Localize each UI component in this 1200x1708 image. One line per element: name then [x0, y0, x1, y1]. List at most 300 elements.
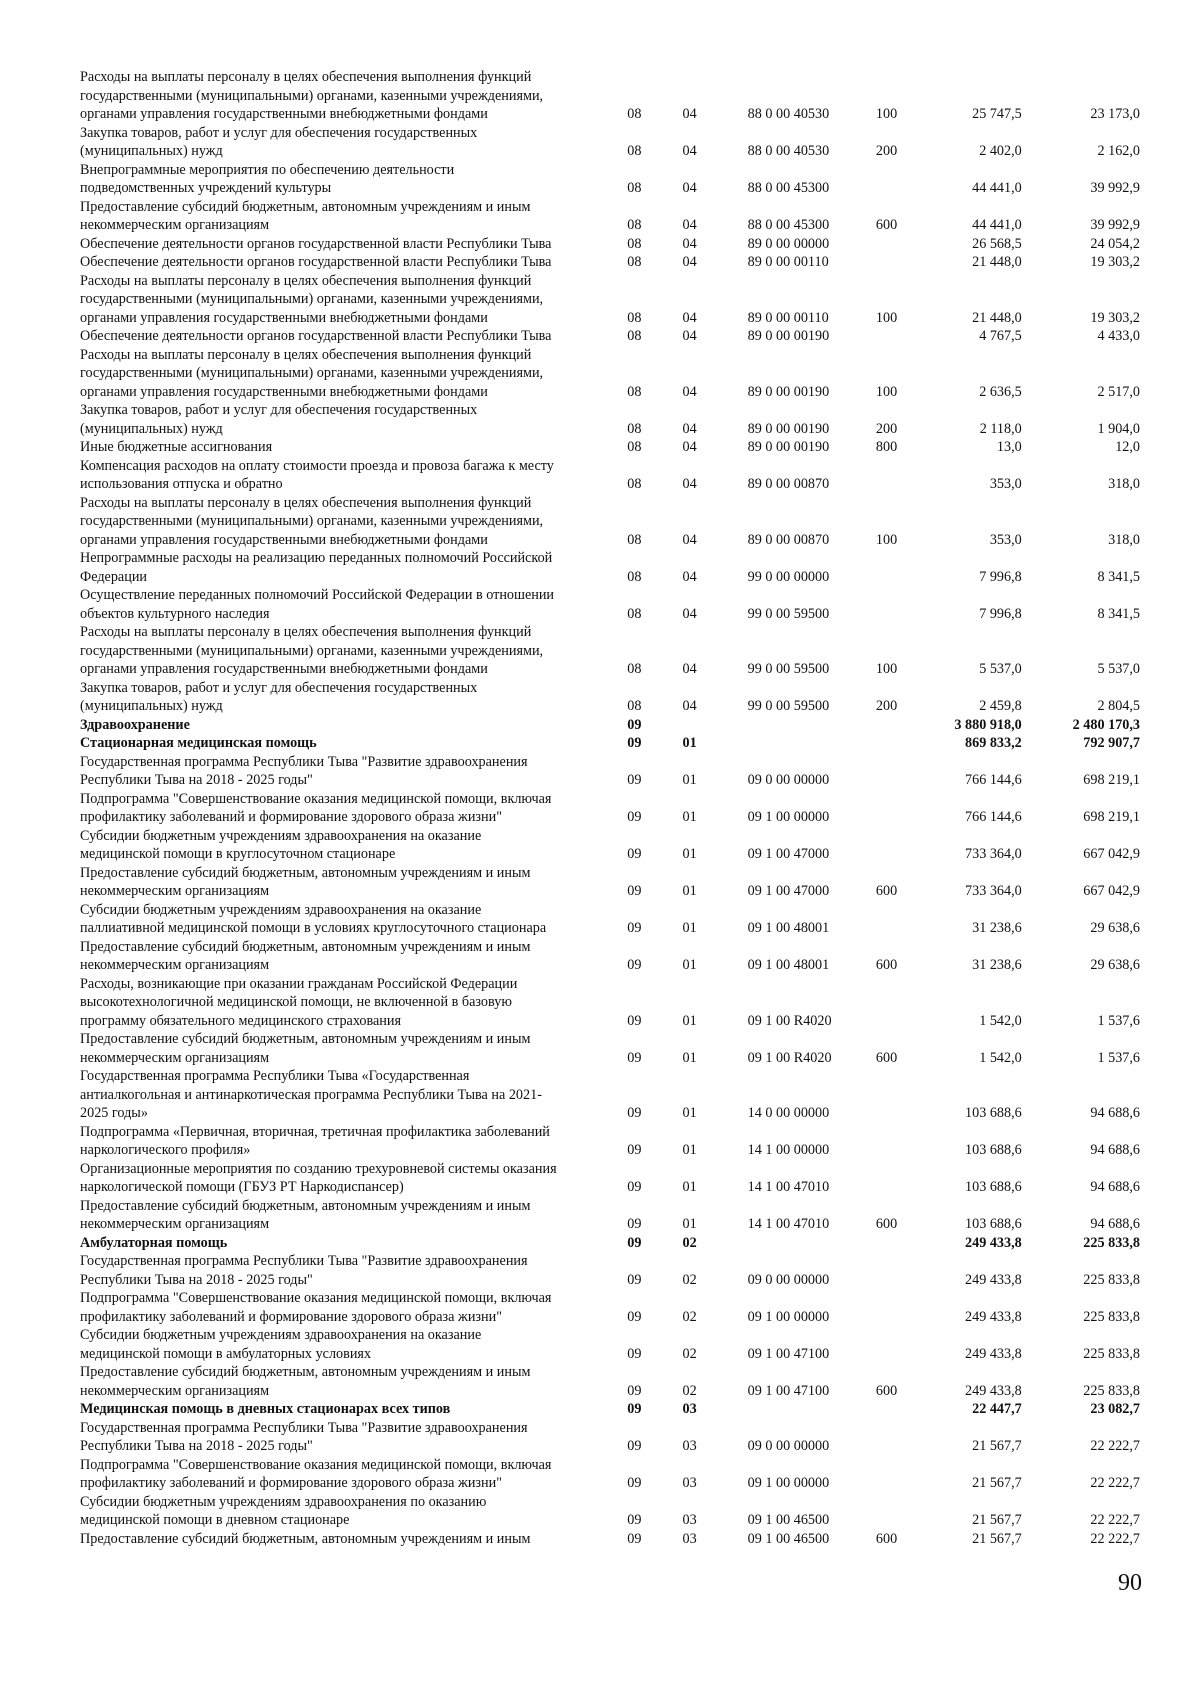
expense-type-code: 200	[875, 420, 898, 437]
row-name-line: объектов культурного наследия	[80, 605, 270, 622]
table-row	[80, 235, 1140, 254]
amount-year-1: 21 567,7	[972, 1438, 1022, 1454]
table-row	[80, 1030, 1140, 1067]
row-name-line: высокотехнологичной медицинской помощи, не включенной в базовую	[80, 994, 512, 1010]
section-code: 09	[627, 957, 642, 973]
row-name	[80, 1123, 617, 1160]
subsection-code: 04	[682, 235, 697, 252]
subsection-code: 04	[682, 309, 697, 326]
row-name-line: некоммерческим организациям	[80, 957, 270, 973]
subsection-code: 01	[682, 883, 697, 899]
target-article-code: 89 0 00 00190	[747, 420, 830, 437]
target-article-code: 14 0 00 00000	[747, 1105, 830, 1121]
amount-year-1: 2 402,0	[979, 143, 1022, 159]
section-code: 09	[627, 1012, 642, 1029]
target-article-code: 09 1 00 00000	[747, 1475, 830, 1491]
amount-year-1: 4 767,5	[979, 328, 1022, 344]
table-row	[80, 1067, 1140, 1123]
row-name-line: Осуществление переданных полномочий Российской Федерации в отношении	[80, 587, 555, 603]
target-article-code: 89 0 00 00110	[747, 254, 829, 270]
row-name-line: (муниципальных) нужд	[80, 420, 223, 437]
amount-year-2: 2 517,0	[1097, 383, 1141, 400]
section-code: 09	[627, 1438, 642, 1454]
row-name-line: (муниципальных) нужд	[80, 143, 223, 159]
expense-type-code: 100	[875, 383, 898, 400]
amount-year-2: 12,0	[1115, 439, 1141, 455]
table-row	[80, 438, 1140, 457]
row-name-line: Предоставление субсидий бюджетным, автономным учреждениям и иным	[80, 1197, 531, 1214]
amount-year-1: 5 537,0	[979, 661, 1022, 677]
amount-year-2: 39 992,9	[1090, 180, 1141, 196]
target-article-code: 88 0 00 45300	[747, 217, 830, 233]
expense-type-code: 200	[875, 143, 898, 159]
section-code: 08	[627, 568, 642, 585]
section-code: 09	[627, 1475, 642, 1491]
table-row	[80, 1530, 1140, 1549]
row-name-line: Подпрограмма «Первичная, вторичная, третичная профилактика заболеваний	[80, 1123, 550, 1140]
budget-table	[80, 68, 1140, 1548]
amount-year-1: 1 542,0	[979, 1049, 1022, 1066]
amount-year-1: 3 880 918,0	[954, 716, 1022, 733]
row-name-line: органами управления государственными внебюджетными фондами	[80, 383, 488, 400]
amount-year-1: 21 567,7	[972, 1512, 1022, 1528]
amount-year-2: 1 537,6	[1097, 1012, 1141, 1029]
target-article-code: 09 1 00 47100	[747, 1345, 830, 1362]
target-article-code: 89 0 00 00000	[747, 235, 830, 252]
target-article-code: 14 1 00 00000	[747, 1142, 830, 1158]
target-article-code: 09 1 00 R4020	[747, 1012, 832, 1029]
target-article-code: 09 1 00 00000	[747, 1308, 830, 1325]
row-name-line: государственными (муниципальными) органами, казенными учреждениями,	[80, 87, 544, 104]
row-name	[80, 161, 617, 198]
row-name	[80, 438, 617, 457]
amount-year-2: 23 082,7	[1090, 1401, 1141, 1417]
page-number: 90	[1118, 1570, 1142, 1596]
row-name-line: подведомственных учреждений культуры	[80, 180, 332, 196]
row-name-line: Государственная программа Республики Тыва "Развитие здравоохранения	[80, 753, 528, 770]
row-name	[80, 716, 617, 735]
subsection-code: 02	[682, 1271, 697, 1288]
subsection-code: 03	[682, 1530, 697, 1547]
target-article-code: 89 0 00 00110	[747, 309, 829, 326]
row-name-line: медицинской помощи в дневном стационаре	[80, 1512, 350, 1528]
subsection-code: 04	[682, 143, 697, 159]
row-name	[80, 1030, 617, 1067]
row-name-line: органами управления государственными внебюджетными фондами	[80, 661, 488, 677]
amount-year-2: 1 904,0	[1097, 420, 1141, 437]
amount-year-1: 13,0	[996, 439, 1022, 455]
table-row	[80, 1123, 1140, 1160]
row-name-line: Субсидии бюджетным учреждениям здравоохранения на оказание	[80, 901, 482, 918]
row-name	[80, 1363, 617, 1400]
table-row	[80, 938, 1140, 975]
section-code: 08	[627, 439, 642, 455]
row-name-line: Подпрограмма "Совершенствование оказания медицинской помощи, включая	[80, 1456, 552, 1473]
section-code: 09	[627, 772, 642, 788]
row-name-line: некоммерческим организациям	[80, 1216, 270, 1232]
expense-type-code: 600	[875, 1216, 898, 1232]
amount-year-2: 698 219,1	[1083, 809, 1141, 825]
table-row	[80, 253, 1140, 272]
section-code: 08	[627, 309, 642, 326]
section-code: 08	[627, 235, 642, 252]
subsection-code: 01	[682, 1012, 697, 1029]
row-name-line: Государственная программа Республики Тыва "Развитие здравоохранения	[80, 1253, 528, 1269]
row-name	[80, 1252, 617, 1289]
row-name-line: Субсидии бюджетным учреждениям здравоохранения по оказанию	[80, 1493, 487, 1510]
amount-year-2: 94 688,6	[1090, 1216, 1141, 1232]
amount-year-1: 44 441,0	[972, 217, 1022, 233]
section-code: 09	[627, 1382, 642, 1399]
subsection-code: 04	[682, 568, 697, 585]
target-article-code: 09 1 00 47000	[747, 846, 830, 862]
row-name	[80, 938, 617, 975]
table-row	[80, 494, 1140, 550]
subsection-code: 01	[682, 920, 697, 936]
expense-type-code: 800	[875, 439, 898, 455]
table-row	[80, 346, 1140, 402]
amount-year-1: 249 433,8	[965, 1345, 1022, 1362]
amount-year-2: 5 537,0	[1097, 661, 1141, 677]
amount-year-2: 19 303,2	[1090, 309, 1141, 326]
section-code: 08	[627, 328, 642, 344]
subsection-code: 02	[682, 1234, 697, 1251]
table-row	[80, 1197, 1140, 1234]
subsection-code: 01	[682, 809, 697, 825]
row-name-line: Расходы на выплаты персоналу в целях обеспечения выполнения функций	[80, 272, 532, 289]
amount-year-2: 29 638,6	[1090, 957, 1141, 973]
row-name-line: Медицинская помощь в дневных стационарах всех типов	[80, 1401, 451, 1417]
amount-year-1: 21 567,7	[972, 1475, 1022, 1491]
subsection-code: 01	[682, 1179, 697, 1195]
section-code: 08	[627, 605, 642, 622]
table-row	[80, 161, 1140, 198]
target-article-code: 09 0 00 00000	[747, 1438, 830, 1454]
row-name-line: некоммерческим организациям	[80, 883, 270, 899]
expense-type-code: 100	[875, 309, 898, 326]
subsection-code: 04	[682, 383, 697, 400]
section-code: 08	[627, 143, 642, 159]
section-code: 09	[627, 1105, 642, 1121]
row-name-line: Субсидии бюджетным учреждениям здравоохранения на оказание	[80, 1327, 482, 1343]
table-row	[80, 272, 1140, 328]
row-name	[80, 753, 617, 790]
row-name-line: Подпрограмма "Совершенствование оказания медицинской помощи, включая	[80, 1290, 552, 1306]
row-name	[80, 1160, 617, 1197]
expense-type-code: 600	[875, 1382, 898, 1399]
amount-year-1: 733 364,0	[965, 846, 1022, 862]
subsection-code: 01	[682, 846, 697, 862]
section-code: 09	[627, 1401, 642, 1417]
table-row	[80, 457, 1140, 494]
subsection-code: 01	[682, 957, 697, 973]
row-name-line: Федерации	[80, 568, 148, 585]
subsection-code: 04	[682, 476, 697, 492]
row-name-line: органами управления государственными внебюджетными фондами	[80, 106, 488, 122]
row-name	[80, 1197, 617, 1234]
section-code: 09	[627, 1049, 642, 1066]
row-name-line: Стационарная медицинская помощь	[80, 735, 317, 751]
target-article-code: 09 1 00 48001	[747, 920, 830, 936]
section-code: 08	[627, 217, 642, 233]
section-code: 09	[627, 1530, 642, 1547]
section-code: 08	[627, 420, 642, 437]
table-row	[80, 901, 1140, 938]
row-name-line: Иные бюджетные ассигнования	[80, 439, 273, 455]
amount-year-2: 225 833,8	[1083, 1382, 1141, 1399]
row-name-line: Организационные мероприятия по созданию трехуровневой системы оказания	[80, 1160, 557, 1177]
section-code: 09	[627, 920, 642, 936]
amount-year-1: 21 567,7	[972, 1530, 1022, 1547]
amount-year-1: 2 459,8	[979, 698, 1022, 714]
row-name-line: Расходы на выплаты персоналу в целях обеспечения выполнения функций	[80, 69, 532, 85]
table-row	[80, 68, 1140, 124]
target-article-code: 09 1 00 48001	[747, 957, 830, 973]
target-article-code: 99 0 00 59500	[747, 661, 830, 677]
section-code: 09	[627, 809, 642, 825]
amount-year-2: 318,0	[1108, 531, 1141, 548]
row-name-line: использования отпуска и обратно	[80, 476, 283, 492]
subsection-code: 04	[682, 420, 697, 437]
row-name	[80, 623, 617, 679]
section-code: 09	[627, 735, 642, 751]
subsection-code: 04	[682, 661, 697, 677]
subsection-code: 01	[682, 735, 697, 751]
row-name-line: Республики Тыва на 2018 - 2025 годы"	[80, 772, 313, 788]
row-name	[80, 864, 617, 901]
amount-year-1: 21 448,0	[972, 254, 1022, 270]
target-article-code: 09 1 00 46500	[747, 1512, 830, 1528]
row-name	[80, 1419, 617, 1456]
row-name	[80, 586, 617, 623]
amount-year-1: 103 688,6	[965, 1179, 1022, 1195]
section-row	[80, 1234, 1140, 1253]
row-name-line: профилактику заболеваний и формирование здорового образа жизни"	[80, 1308, 502, 1325]
row-name	[80, 235, 617, 254]
row-name-line: государственными (муниципальными) органами, казенными учреждениями,	[80, 365, 544, 381]
amount-year-1: 249 433,8	[965, 1382, 1022, 1399]
section-code: 08	[627, 476, 642, 492]
subsection-code: 04	[682, 698, 697, 714]
amount-year-2: 2 162,0	[1097, 143, 1141, 159]
row-name	[80, 198, 617, 235]
table-row	[80, 1252, 1140, 1289]
row-name	[80, 790, 617, 827]
row-name-line: государственными (муниципальными) органами, казенными учреждениями,	[80, 642, 544, 659]
amount-year-2: 22 222,7	[1090, 1512, 1141, 1528]
row-name	[80, 68, 617, 124]
amount-year-2: 24 054,2	[1090, 235, 1141, 252]
target-article-code: 09 1 00 47100	[747, 1382, 830, 1399]
section-row	[80, 1400, 1140, 1419]
amount-year-1: 733 364,0	[965, 883, 1022, 899]
table-row	[80, 975, 1140, 1031]
section-code: 08	[627, 254, 642, 270]
amount-year-2: 22 222,7	[1090, 1438, 1141, 1454]
amount-year-2: 22 222,7	[1090, 1475, 1141, 1491]
amount-year-1: 766 144,6	[965, 772, 1022, 788]
amount-year-2: 23 173,0	[1090, 106, 1141, 122]
row-name-line: государственными (муниципальными) органами, казенными учреждениями,	[80, 513, 544, 529]
target-article-code: 14 1 00 47010	[747, 1216, 830, 1232]
row-name-line: профилактику заболеваний и формирование здорового образа жизни"	[80, 1475, 502, 1491]
expense-type-code: 600	[875, 217, 898, 233]
amount-year-2: 792 907,7	[1083, 735, 1141, 751]
amount-year-2: 2 804,5	[1097, 698, 1141, 714]
section-code: 08	[627, 531, 642, 548]
amount-year-1: 103 688,6	[965, 1216, 1022, 1232]
amount-year-2: 22 222,7	[1090, 1530, 1141, 1547]
expense-type-code: 600	[875, 1049, 898, 1066]
row-name	[80, 124, 617, 161]
row-name-line: Предоставление субсидий бюджетным, автономным учреждениям и иным	[80, 1364, 531, 1380]
subsection-code: 04	[682, 180, 697, 196]
row-name	[80, 901, 617, 938]
section-code: 08	[627, 661, 642, 677]
row-name	[80, 272, 617, 328]
target-article-code: 09 0 00 00000	[747, 772, 830, 788]
row-name-line: (муниципальных) нужд	[80, 698, 223, 714]
subsection-code: 01	[682, 1105, 697, 1121]
table-row	[80, 1289, 1140, 1326]
row-name-line: государственными (муниципальными) органами, казенными учреждениями,	[80, 291, 544, 307]
amount-year-1: 103 688,6	[965, 1142, 1022, 1158]
amount-year-1: 26 568,5	[972, 235, 1022, 252]
expense-type-code: 100	[875, 106, 898, 122]
section-code: 09	[627, 1345, 642, 1362]
section-code: 09	[627, 883, 642, 899]
table-row	[80, 753, 1140, 790]
expense-type-code: 600	[875, 957, 898, 973]
amount-year-2: 225 833,8	[1083, 1345, 1141, 1362]
amount-year-2: 225 833,8	[1083, 1271, 1141, 1288]
amount-year-2: 94 688,6	[1090, 1179, 1141, 1195]
amount-year-2: 318,0	[1108, 476, 1141, 492]
amount-year-1: 31 238,6	[972, 920, 1022, 936]
section-code: 09	[627, 1234, 642, 1251]
subsection-code: 04	[682, 605, 697, 622]
section-code: 09	[627, 1142, 642, 1158]
target-article-code: 88 0 00 45300	[747, 180, 830, 196]
row-name-line: Здравоохранение	[80, 716, 190, 733]
row-name	[80, 494, 617, 550]
section-row	[80, 716, 1140, 735]
row-name-line: наркологической помощи (ГБУЗ РТ Наркодиспансер)	[80, 1179, 404, 1195]
target-article-code: 89 0 00 00870	[747, 531, 830, 548]
row-name-line: профилактику заболеваний и формирование здорового образа жизни"	[80, 809, 502, 825]
row-name	[80, 549, 617, 586]
table-row	[80, 827, 1140, 864]
section-code: 08	[627, 698, 642, 714]
subsection-code: 01	[682, 1142, 697, 1158]
row-name	[80, 679, 617, 716]
section-code: 08	[627, 106, 642, 122]
amount-year-1: 103 688,6	[965, 1105, 1022, 1121]
row-name-line: Обеспечение деятельности органов государственной власти Республики Тыва	[80, 254, 552, 270]
row-name-line: органами управления государственными внебюджетными фондами	[80, 531, 488, 548]
subsection-code: 01	[682, 1049, 697, 1066]
row-name	[80, 827, 617, 864]
amount-year-2: 29 638,6	[1090, 920, 1141, 936]
target-article-code: 09 1 00 00000	[747, 809, 830, 825]
section-code: 09	[627, 1179, 642, 1195]
target-article-code: 99 0 00 59500	[747, 698, 830, 714]
amount-year-2: 225 833,8	[1083, 1308, 1141, 1325]
expense-type-code: 600	[875, 1530, 898, 1547]
amount-year-1: 7 996,8	[979, 568, 1022, 585]
row-name-line: Предоставление субсидий бюджетным, автономным учреждениям и иным	[80, 198, 531, 215]
section-code: 09	[627, 1512, 642, 1528]
table-row	[80, 124, 1140, 161]
row-name	[80, 1289, 617, 1326]
table-row	[80, 586, 1140, 623]
row-name-line: Амбулаторная помощь	[80, 1234, 228, 1251]
subsection-code: 03	[682, 1512, 697, 1528]
row-name-line: органами управления государственными внебюджетными фондами	[80, 309, 488, 326]
row-name	[80, 253, 617, 272]
row-name-line: некоммерческим организациям	[80, 1382, 270, 1399]
row-name-line: антиалкогольная и антинаркотическая программа Республики Тыва на 2021-	[80, 1086, 542, 1103]
section-code: 08	[627, 180, 642, 196]
amount-year-2: 2 480 170,3	[1072, 716, 1141, 733]
expense-type-code: 200	[875, 698, 898, 714]
table-row	[80, 549, 1140, 586]
table-row	[80, 401, 1140, 438]
target-article-code: 09 1 00 47000	[747, 883, 830, 899]
amount-year-1: 249 433,8	[965, 1308, 1022, 1325]
amount-year-2: 94 688,6	[1090, 1142, 1141, 1158]
subsection-code: 04	[682, 106, 697, 122]
target-article-code: 09 1 00 R4020	[747, 1049, 832, 1066]
amount-year-2: 39 992,9	[1090, 217, 1141, 233]
row-name-line: Расходы, возникающие при оказании гражданам Российской Федерации	[80, 975, 518, 992]
target-article-code: 99 0 00 59500	[747, 605, 830, 622]
row-name-line: Предоставление субсидий бюджетным, автономным учреждениям и иным	[80, 864, 531, 881]
target-article-code: 89 0 00 00190	[747, 383, 830, 400]
target-article-code: 89 0 00 00190	[747, 328, 830, 344]
expense-type-code: 600	[875, 883, 898, 899]
table-row	[80, 1419, 1140, 1456]
table-row	[80, 790, 1140, 827]
subsection-code: 04	[682, 217, 697, 233]
row-name	[80, 1530, 617, 1549]
row-name	[80, 1067, 617, 1123]
row-name-line: медицинской помощи в круглосуточном стационаре	[80, 846, 396, 862]
table-row	[80, 198, 1140, 235]
row-name-line: Закупка товаров, работ и услуг для обеспечения государственных	[80, 679, 478, 696]
table-row	[80, 679, 1140, 716]
section-code: 09	[627, 1216, 642, 1232]
row-name-line: Республики Тыва на 2018 - 2025 годы"	[80, 1438, 313, 1454]
amount-year-1: 1 542,0	[979, 1012, 1022, 1029]
subsection-code: 02	[682, 1345, 697, 1362]
row-name-line: некоммерческим организациям	[80, 217, 270, 233]
target-article-code: 89 0 00 00870	[747, 476, 830, 492]
subsection-code: 04	[682, 254, 697, 270]
row-name-line: медицинской помощи в амбулаторных условиях	[80, 1345, 372, 1362]
subsection-code: 03	[682, 1438, 697, 1454]
amount-year-1: 22 447,7	[972, 1401, 1022, 1417]
table-row	[80, 1363, 1140, 1400]
subsection-code: 01	[682, 772, 697, 788]
section-code: 09	[627, 716, 642, 733]
subsection-code: 01	[682, 1216, 697, 1232]
row-name-line: Государственная программа Республики Тыва "Развитие здравоохранения	[80, 1419, 528, 1436]
target-article-code: 88 0 00 40530	[747, 143, 830, 159]
table-row	[80, 327, 1140, 346]
table-row	[80, 1326, 1140, 1363]
amount-year-2: 1 537,6	[1097, 1049, 1141, 1066]
